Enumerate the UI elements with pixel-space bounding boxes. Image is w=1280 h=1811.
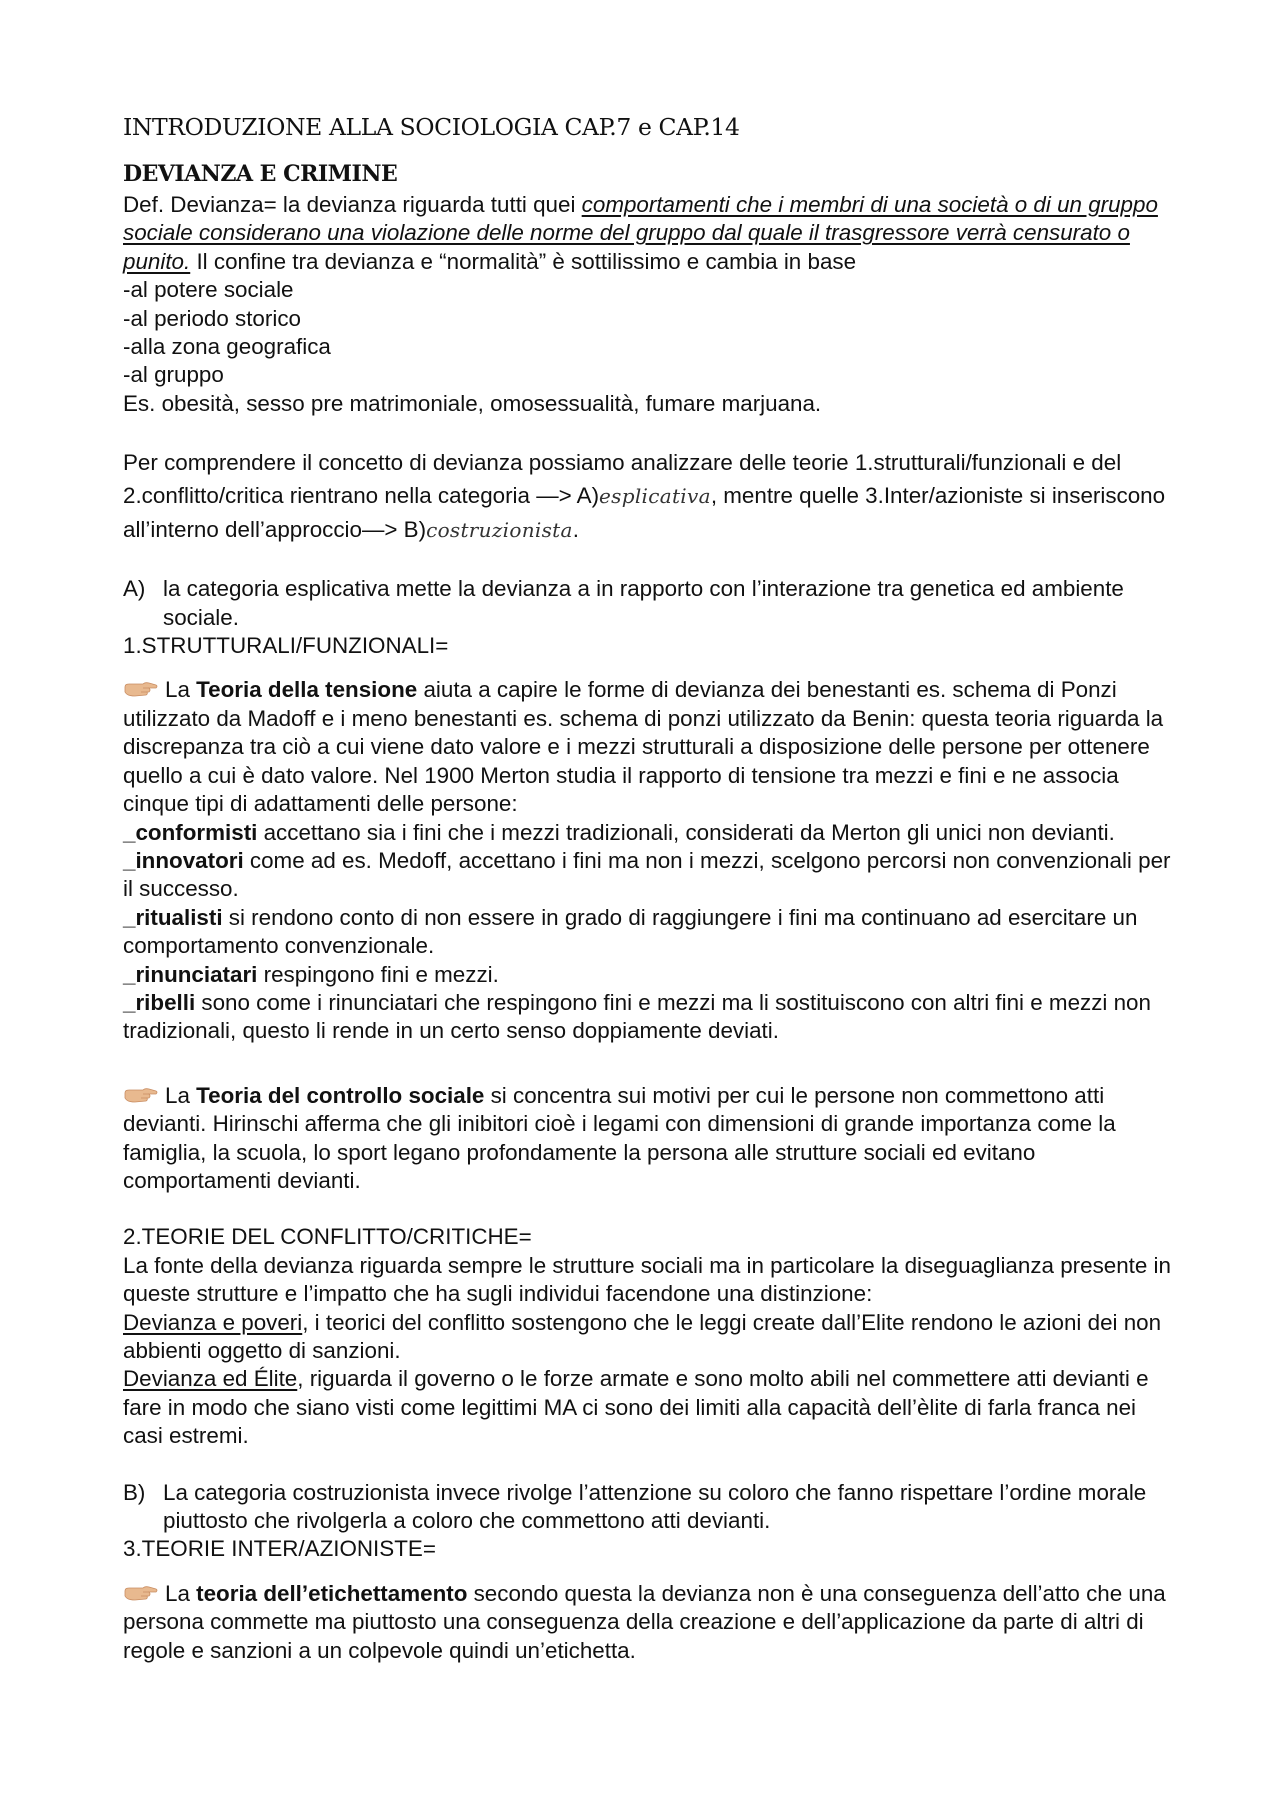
- labeling-theory-paragraph: [123, 1580, 1175, 1665]
- factor-item: -al potere sociale: [123, 277, 294, 303]
- definition-prefix: Def. Devianza= la devianza riguarda tutti quei: [123, 192, 582, 217]
- adaptation-text: accettano sia i fini che i mezzi tradizionali, considerati da Merton gli unici non devianti.: [257, 819, 1115, 845]
- list-text: La categoria costruzionista invece rivolge l’attenzione su coloro che fanno rispettare l’ordine morale piuttosto che rivolgerla a coloro che commettono atti devianti.: [163, 1479, 1147, 1534]
- poor-paragraph: [123, 1309, 1175, 1366]
- strain-text: aiuta a capire le forme di devianza dei benestanti es. schema di Ponzi utilizzato da Madoff e i meno benestanti es. schema di ponzi utilizzato da Benin: questa teoria riguarda la discrepanza tra ciò a cui viene dato valore e i mezzi strutturali a disposizione delle persone per ottenere quello a cui è dato valore. Nel 1900 Merton studia il rapporto di tensione tra mezzi e fini e ne associa cinque tipi di adattamenti delle persone:: [123, 677, 1164, 817]
- document-title: INTRODUZIONE ALLA SOCIOLOGIA CAP.7 e CAP.14: [123, 113, 740, 141]
- labeling-lead: La: [165, 1580, 197, 1606]
- adaptation-item: [123, 904, 1175, 961]
- strain-lead: La: [165, 677, 197, 703]
- section-heading: DEVIANZA E CRIMINE: [123, 161, 398, 187]
- control-theory-paragraph: [123, 1082, 1175, 1196]
- adaptation-text: respingono fini e mezzi.: [257, 961, 499, 987]
- elite-underlined: Devianza ed Élite: [123, 1366, 298, 1392]
- poor-text: , i teorici del conflitto sostengono che le leggi create dall’Elite rendono le azioni dei non abbienti oggetto di sanzioni.: [123, 1309, 1162, 1363]
- control-lead: La: [165, 1082, 197, 1108]
- adaptation-name: _ribelli: [123, 989, 196, 1015]
- explicative-term: esplicativa: [599, 484, 711, 509]
- control-text: si concentra sui motivi per cui le persone non commettono atti devianti. Hirinschi afferma che gli inibitori cioè i legami con dimensioni di grande importanza come la famiglia, la scuola, lo sport legano profondamente la persona alle strutture sociali ed evitano comportamenti devianti.: [123, 1082, 1116, 1193]
- factor-item: -al periodo storico: [123, 305, 301, 331]
- adaptation-item: [123, 989, 1175, 1046]
- list-item-b: [123, 1479, 1175, 1536]
- adaptation-item: [123, 819, 1175, 847]
- list-marker: A): [123, 576, 146, 602]
- adaptation-text: sono come i rinunciatari che respingono fini e mezzi ma li sostituiscono con altri fini e mezzi non tradizionali, questo li rende in un certo senso doppiamente deviati.: [123, 989, 1151, 1044]
- list-text: la categoria esplicativa mette la devianza a in rapporto con l’interazione tra genetica ed ambiente sociale.: [163, 576, 1124, 630]
- adaptation-item: [123, 961, 1175, 989]
- pointing-hand-icon: [123, 679, 159, 699]
- control-theory-name: Teoria del controllo sociale: [196, 1082, 485, 1108]
- elite-paragraph: [123, 1365, 1175, 1450]
- adaptation-name: _rinunciatari: [123, 961, 258, 987]
- constructionist-term: costruzionista: [426, 518, 573, 543]
- adaptation-text: si rendono conto di non essere in grado di raggiungere i fini ma continuano ad esercitare un comportamento convenzionale.: [123, 904, 1138, 959]
- conflict-heading: 2.TEORIE DEL CONFLITTO/CRITICHE=: [123, 1224, 532, 1250]
- definition-suffix: Il confine tra devianza e “normalità” è sottilissimo e cambia in base: [190, 248, 857, 274]
- strain-theory-paragraph: [123, 676, 1175, 818]
- poor-underlined: Devianza e poveri: [123, 1309, 303, 1335]
- adaptation-name: _conformisti: [123, 819, 258, 845]
- theories-intro-paragraph: [123, 446, 1175, 547]
- theories-intro-part2: , mentre quelle 3.Inter/azioniste si inseriscono all’interno dell’approccio—> B): [123, 483, 1166, 543]
- labeling-theory-name: teoria dell’etichettamento: [196, 1580, 468, 1606]
- pointing-hand-icon: [123, 1085, 159, 1105]
- adaptation-name: _innovatori: [123, 847, 244, 873]
- factor-item: -al gruppo: [123, 362, 224, 388]
- definition-paragraph: [123, 191, 1175, 276]
- list-item-a: [123, 575, 1175, 632]
- conflict-paragraph: La fonte della devianza riguarda sempre le strutture sociali ma in particolare la diseguaglianza presente in queste strutture e l’impatto che ha sugli individui facendone una distinzione:: [123, 1252, 1171, 1307]
- structural-heading: 1.STRUTTURALI/FUNZIONALI=: [123, 633, 449, 659]
- labeling-text: secondo questa la devianza non è una conseguenza dell’atto che una persona commette ma piuttosto una conseguenza della creazione e dell’applicazione da parte di altri di regole e sanzioni a un colpevole quindi un’etichetta.: [123, 1580, 1166, 1663]
- factor-item: -alla zona geografica: [123, 334, 331, 360]
- adaptation-item: [123, 847, 1175, 904]
- examples-line: Es. obesità, sesso pre matrimoniale, omosessualità, fumare marjuana.: [123, 390, 822, 416]
- list-marker: B): [123, 1479, 146, 1505]
- document-body: [123, 112, 1175, 1665]
- definition-underlined: comportamenti che i membri di una società o di un gruppo sociale considerano una violazione delle norme del gruppo dal quale il trasgressore verrà censurato o punito.: [123, 192, 1158, 274]
- interaction-heading: 3.TEORIE INTER/AZIONISTE=: [123, 1536, 436, 1562]
- theories-intro-part3: .: [572, 517, 579, 543]
- elite-text: , riguarda il governo o le forze armate e sono molto abili nel commettere atti devianti e fare in modo che siano visti come legittimi MA ci sono dei limiti alla capacità dell’èlite di farla franca nei casi estremi.: [123, 1366, 1149, 1449]
- adaptation-text: come ad es. Medoff, accettano i fini ma non i mezzi, scelgono percorsi non convenzionali per il successo.: [123, 847, 1171, 902]
- pointing-hand-icon: [123, 1583, 159, 1603]
- strain-theory-name: Teoria della tensione: [196, 677, 418, 703]
- adaptation-name: _ritualisti: [123, 904, 223, 930]
- theories-intro-part1: Per comprendere il concetto di devianza possiamo analizzare delle teorie 1.strutturali/funzionali e del 2.conflitto/critica rientrano nella categoria —> A): [123, 450, 1122, 509]
